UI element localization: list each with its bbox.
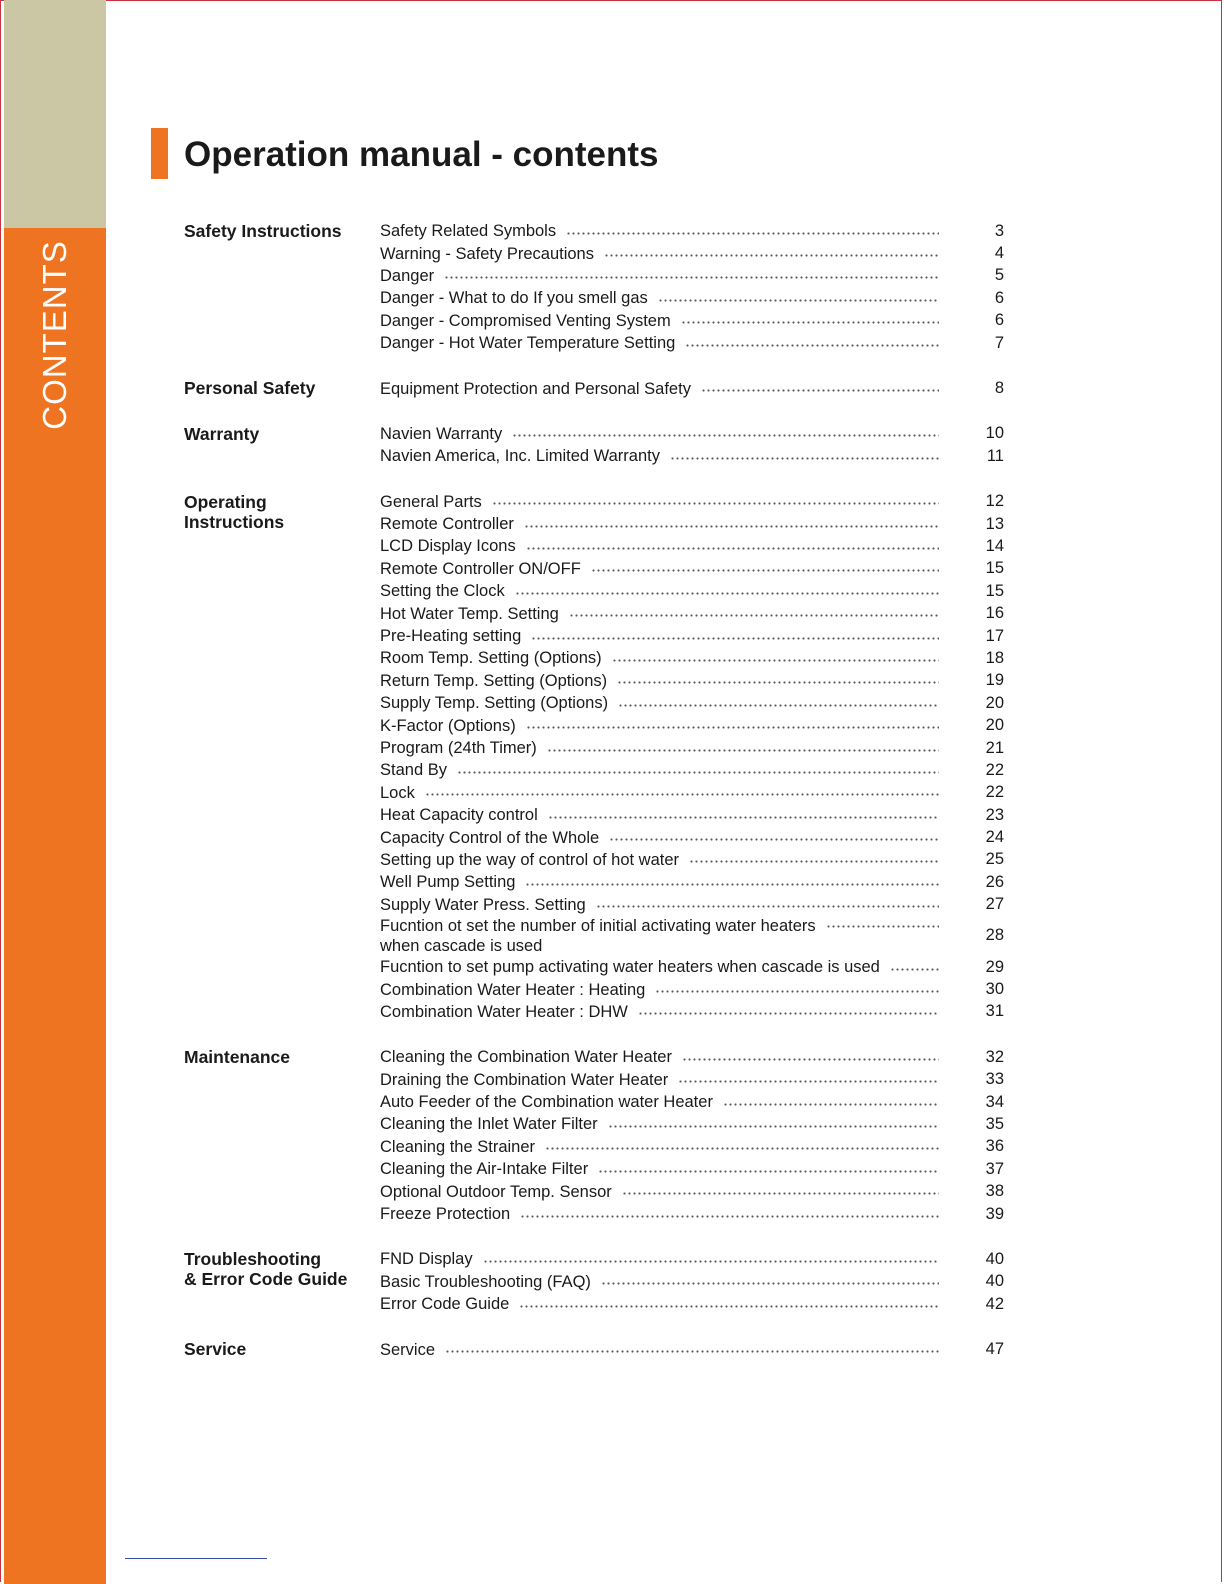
toc-entry[interactable] — [380, 1180, 1004, 1202]
toc-entry[interactable] — [380, 558, 1004, 580]
toc-entry-page-number: 8 — [994, 379, 1004, 398]
toc-entry-page-number: 16 — [985, 604, 1004, 623]
dot-leader — [655, 990, 939, 993]
toc-entry-page-number: 7 — [994, 333, 1004, 352]
toc-entry[interactable] — [380, 602, 1004, 624]
toc-entry-label: Warning - Safety Precautions — [380, 244, 594, 263]
toc-entry[interactable] — [380, 1338, 1004, 1360]
toc-entry-page-number: 3 — [994, 221, 1004, 240]
toc-entry[interactable] — [380, 491, 1004, 513]
toc-entry-page-number: 31 — [985, 1002, 1004, 1021]
toc-entry[interactable] — [380, 332, 1004, 354]
toc-entry-page-number: 27 — [985, 895, 1004, 914]
footer-rule — [125, 1558, 267, 1559]
toc-entry-page-number: 35 — [985, 1114, 1004, 1133]
table-of-contents — [184, 220, 1004, 1384]
toc-entry-list — [380, 1046, 1004, 1225]
toc-entry-label: General Parts — [380, 492, 482, 511]
dot-leader — [598, 1170, 939, 1173]
toc-entry-label: Cleaning the Strainer — [380, 1137, 536, 1156]
toc-section — [184, 1338, 1004, 1360]
toc-entry-label: Hot Water Temp. Setting — [380, 604, 559, 623]
toc-entry-page-number: 11 — [986, 446, 1004, 465]
toc-entry[interactable] — [380, 956, 1004, 978]
toc-entry-label: Remote Controller ON/OFF — [380, 559, 581, 578]
toc-entry-label: Danger - What to do If you smell gas — [380, 289, 648, 308]
toc-entry-label: Supply Water Press. Setting — [380, 895, 586, 914]
toc-entry[interactable] — [380, 377, 1004, 399]
toc-entry-label: Navien Warranty — [380, 424, 503, 443]
toc-section — [184, 1248, 1004, 1315]
section-title: Maintenance — [184, 1047, 290, 1068]
toc-entry-page-number: 30 — [985, 980, 1004, 999]
toc-entry-label: Basic Troubleshooting (FAQ) — [380, 1272, 591, 1291]
toc-entry-page-number: 10 — [985, 424, 1004, 443]
dot-leader — [425, 793, 939, 796]
toc-entry[interactable] — [380, 625, 1004, 647]
toc-entry-label: Cleaning the Inlet Water Filter — [380, 1115, 598, 1134]
dot-leader — [596, 905, 939, 908]
dot-leader — [526, 547, 939, 550]
dot-leader — [483, 1260, 939, 1263]
toc-entry-label: Heat Capacity control — [380, 806, 538, 825]
toc-entry-page-number: 40 — [985, 1249, 1004, 1268]
dot-leader — [445, 1350, 939, 1353]
section-title: Personal Safety — [184, 378, 316, 399]
dot-leader — [678, 1080, 939, 1083]
toc-entry[interactable] — [380, 1113, 1004, 1135]
toc-entry[interactable] — [380, 1069, 1004, 1091]
toc-entry-page-number: 26 — [985, 872, 1004, 891]
dot-leader — [457, 771, 939, 774]
dot-leader — [545, 1147, 939, 1150]
dot-leader — [612, 659, 939, 662]
toc-entry[interactable] — [380, 714, 1004, 736]
toc-entry[interactable] — [380, 782, 1004, 804]
toc-entry-label: Room Temp. Setting (Options) — [380, 649, 602, 668]
toc-entry-page-number: 22 — [985, 760, 1004, 779]
toc-section — [184, 491, 1004, 1024]
toc-entry-page-number: 24 — [985, 828, 1004, 847]
toc-entry[interactable] — [380, 535, 1004, 557]
toc-entry-label: Cleaning the Combination Water Heater — [380, 1048, 672, 1067]
toc-entry[interactable] — [380, 445, 1004, 467]
toc-entry-label: Danger - Hot Water Temperature Setting — [380, 334, 676, 353]
toc-entry-label: Safety Related Symbols — [380, 222, 557, 241]
toc-entry-list — [380, 491, 1004, 1024]
dot-leader — [723, 1103, 939, 1106]
toc-entry-page-number: 20 — [985, 716, 1004, 735]
toc-entry-page-number: 12 — [985, 492, 1004, 511]
dot-leader — [685, 344, 939, 347]
toc-entry-page-number: 33 — [985, 1070, 1004, 1089]
toc-section — [184, 1046, 1004, 1225]
sidebar-label: CONTENTS — [36, 240, 73, 430]
toc-entry-label: LCD Display Icons — [380, 537, 516, 556]
dot-leader — [618, 704, 939, 707]
toc-entry[interactable] — [380, 1271, 1004, 1293]
toc-section — [184, 377, 1004, 399]
dot-leader — [617, 681, 939, 684]
toc-entry[interactable] — [380, 1203, 1004, 1225]
dot-leader — [604, 254, 939, 257]
toc-entry-label: K-Factor (Options) — [380, 716, 516, 735]
toc-entry[interactable] — [380, 1158, 1004, 1180]
toc-entry-list — [380, 220, 1004, 354]
toc-entry-page-number: 32 — [985, 1047, 1004, 1066]
toc-entry-label: Stand By — [380, 761, 447, 780]
toc-entry-page-number: 39 — [985, 1204, 1004, 1223]
toc-entry-label: Fucntion ot set the number of initial activating water heaters when cascade is used — [380, 916, 816, 955]
section-title: Safety Instructions — [184, 221, 342, 241]
toc-entry-page-number: 14 — [985, 536, 1004, 555]
toc-entry-page-number: 34 — [985, 1092, 1004, 1111]
title-accent-mark — [151, 128, 168, 179]
dot-leader — [608, 1125, 939, 1128]
toc-entry-page-number: 25 — [985, 850, 1004, 869]
dot-leader — [519, 1305, 939, 1308]
page-title: Operation manual - contents — [184, 135, 659, 174]
toc-entry-page-number: 28 — [985, 926, 1004, 945]
toc-entry[interactable] — [380, 1046, 1004, 1068]
toc-entry[interactable] — [380, 242, 1004, 264]
dot-leader — [826, 925, 939, 928]
toc-entry-label: Danger - Compromised Venting System — [380, 311, 671, 330]
dot-leader — [682, 1058, 939, 1061]
toc-entry[interactable] — [380, 759, 1004, 781]
toc-entry-page-number: 40 — [985, 1272, 1004, 1291]
toc-entry-label: Fucntion to set pump activating water heaters when cascade is used — [380, 958, 880, 977]
dot-leader — [670, 457, 939, 460]
toc-entry-label: Supply Temp. Setting (Options) — [380, 694, 609, 713]
dot-leader — [526, 726, 939, 729]
section-title: Service — [184, 1339, 247, 1360]
toc-entry[interactable] — [380, 804, 1004, 826]
toc-entry-label: Setting up the way of control of hot water — [380, 850, 680, 869]
toc-entry-label: Combination Water Heater : Heating — [380, 980, 646, 999]
toc-entry[interactable] — [380, 647, 1004, 669]
toc-entry-label: Combination Water Heater : DHW — [380, 1002, 628, 1021]
toc-entry-page-number: 20 — [985, 693, 1004, 712]
dot-leader — [609, 838, 939, 841]
toc-entry-page-number: 15 — [985, 559, 1004, 578]
toc-entry-label: Danger — [380, 266, 435, 285]
toc-entry[interactable] — [380, 1091, 1004, 1113]
section-title: Warranty — [184, 423, 260, 444]
dot-leader — [531, 637, 939, 640]
dot-leader — [548, 816, 939, 819]
dot-leader — [638, 1012, 939, 1015]
toc-entry-page-number: 6 — [994, 311, 1004, 330]
dot-leader — [591, 569, 939, 572]
dot-leader — [890, 968, 939, 971]
toc-entry-list — [380, 1338, 1004, 1360]
dot-leader — [525, 883, 939, 886]
toc-entry[interactable] — [380, 1136, 1004, 1158]
toc-entry-page-number: 18 — [985, 648, 1004, 667]
dot-leader — [524, 525, 939, 528]
dot-leader — [701, 389, 939, 392]
toc-entry-page-number: 19 — [985, 671, 1004, 690]
toc-entry-label: Service — [380, 1340, 436, 1359]
toc-entry-page-number: 4 — [994, 244, 1004, 263]
toc-entry-label: Cleaning the Air-Intake Filter — [380, 1160, 589, 1179]
dot-leader — [444, 276, 939, 279]
dot-leader — [569, 614, 939, 617]
toc-entry-label: Lock — [380, 783, 415, 802]
toc-entry[interactable] — [380, 916, 1004, 956]
toc-entry[interactable] — [380, 265, 1004, 287]
toc-entry[interactable] — [380, 1248, 1004, 1270]
dot-leader — [681, 321, 939, 324]
toc-entry[interactable] — [380, 849, 1004, 871]
toc-entry-page-number: 38 — [985, 1182, 1004, 1201]
dot-leader — [566, 232, 939, 235]
dot-leader — [512, 434, 939, 437]
toc-entry[interactable] — [380, 1293, 1004, 1315]
toc-entry[interactable] — [380, 310, 1004, 332]
dot-leader — [492, 502, 939, 505]
toc-entry-list — [380, 423, 1004, 468]
toc-entry-label: FND Display — [380, 1250, 473, 1269]
toc-entry-label: Program (24th Timer) — [380, 739, 537, 757]
toc-entry-label: Freeze Protection — [380, 1205, 511, 1224]
toc-entry-label: Remote Controller — [380, 515, 514, 534]
toc-entry[interactable] — [380, 1001, 1004, 1023]
toc-entry-label: Optional Outdoor Temp. Sensor — [380, 1182, 612, 1201]
toc-entry-label: Capacity Control of the Whole — [380, 828, 600, 847]
toc-entry[interactable] — [380, 978, 1004, 1000]
toc-entry-page-number: 36 — [985, 1137, 1004, 1156]
toc-entry-label: Auto Feeder of the Combination water Heater — [380, 1093, 713, 1112]
dot-leader — [622, 1192, 939, 1195]
toc-entry-label: Pre-Heating setting — [380, 627, 522, 646]
section-title: Operating Instructions — [184, 491, 285, 532]
toc-entry-list — [380, 377, 1004, 399]
toc-entry-label: Well Pump Setting — [380, 873, 516, 892]
toc-entry-label: Equipment Protection and Personal Safety — [380, 379, 691, 398]
toc-entry-page-number: 21 — [985, 738, 1004, 757]
dot-leader — [689, 860, 939, 863]
toc-entry[interactable] — [380, 826, 1004, 848]
toc-entry[interactable] — [380, 580, 1004, 602]
toc-entry[interactable] — [380, 220, 1004, 242]
toc-entry-label: Setting the Clock — [380, 582, 505, 601]
toc-entry-label: Draining the Combination Water Heater — [380, 1070, 669, 1089]
toc-entry[interactable] — [380, 287, 1004, 309]
toc-section — [184, 423, 1004, 468]
toc-entry-page-number: 23 — [985, 805, 1004, 824]
toc-entry-page-number: 13 — [985, 514, 1004, 533]
toc-entry[interactable] — [380, 692, 1004, 714]
toc-entry[interactable] — [380, 423, 1004, 445]
toc-entry-page-number: 17 — [985, 626, 1004, 645]
toc-entry-page-number: 5 — [994, 266, 1004, 285]
toc-entry-page-number: 42 — [985, 1294, 1004, 1313]
toc-entry[interactable] — [380, 670, 1004, 692]
toc-entry[interactable] — [380, 737, 1004, 759]
dot-leader — [658, 299, 939, 302]
toc-entry-label: Navien America, Inc. Limited Warranty — [380, 447, 660, 466]
section-title: Troubleshooting & Error Code Guide — [184, 1249, 348, 1290]
dot-leader — [515, 592, 939, 595]
sidebar-top-block — [4, 0, 106, 228]
toc-entry-page-number: 15 — [985, 581, 1004, 600]
toc-entry[interactable] — [380, 894, 1004, 916]
toc-entry-list — [380, 1248, 1004, 1315]
toc-entry[interactable] — [380, 513, 1004, 535]
toc-entry-page-number: 37 — [985, 1159, 1004, 1178]
dot-leader — [601, 1282, 939, 1285]
dot-leader — [520, 1215, 939, 1218]
toc-entry-label: Error Code Guide — [380, 1295, 510, 1314]
toc-entry-page-number: 47 — [985, 1340, 1004, 1359]
toc-entry-page-number: 6 — [994, 288, 1004, 307]
toc-entry-label: Return Temp. Setting (Options) — [380, 671, 608, 690]
toc-section — [184, 220, 1004, 354]
dot-leader — [547, 749, 939, 752]
toc-entry-page-number: 29 — [985, 957, 1004, 976]
toc-entry[interactable] — [380, 871, 1004, 893]
sidebar-bar — [4, 228, 106, 1584]
toc-entry-page-number: 22 — [985, 783, 1004, 802]
